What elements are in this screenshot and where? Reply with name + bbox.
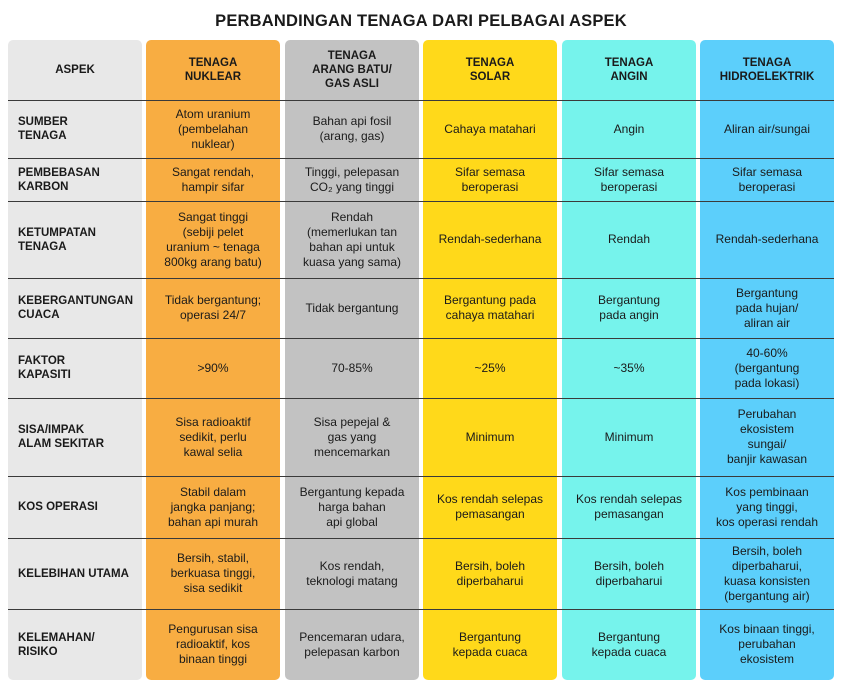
cell-nuklear: >90% [197, 360, 229, 375]
cell-hidroelektrik: Kos pembinaan yang tinggi, kos operasi rendah [715, 484, 819, 529]
header-solar: TENAGA SOLAR [465, 57, 515, 83]
header-nuklear: TENAGA NUKLEAR [184, 57, 242, 83]
row-label: FAKTOR KAPASITI [18, 355, 71, 381]
cell-nuklear: Atom uranium (pembelahan nuklear) [175, 106, 251, 151]
cell-arang-batu: Bahan api fosil (arang, gas) [312, 114, 392, 143]
cell-nuklear: Pengurusan sisa radioaktif, kos binaan tinggi [168, 622, 258, 666]
cell-arang-batu: Sisa pepejal & gas yang mencemarkan [313, 414, 391, 459]
row-divider [8, 398, 834, 399]
cell-angin: ~35% [613, 360, 645, 375]
cell-solar: Kos rendah selepas pemasangan [436, 492, 544, 521]
row-label: KETUMPATAN TENAGA [18, 226, 96, 253]
cell-solar: Sifar semasa beroperasi [454, 164, 526, 194]
row-label: PEMBEBASAN KARBON [18, 166, 100, 193]
row-divider [8, 338, 834, 339]
cell-hidroelektrik: Bergantung pada hujan/ aliran air [735, 285, 799, 330]
cell-solar: Bergantung pada cahaya matahari [443, 293, 537, 322]
cell-nuklear: Sangat tinggi (sebiji pelet uranium ~ tenaga 800kg arang batu) [164, 209, 262, 269]
cell-angin: Sifar semasa beroperasi [593, 164, 665, 194]
row-divider [8, 609, 834, 610]
cell-solar: ~25% [474, 360, 506, 375]
cell-arang-batu: Rendah (memerlukan tan bahan api untuk kuasa yang sama) [302, 209, 402, 269]
cell-angin: Bersih, boleh diperbaharui [593, 558, 665, 588]
cell-hidroelektrik: Rendah-sederhana [715, 232, 819, 246]
row-divider [8, 158, 834, 159]
page-title: PERBANDINGAN TENAGA DARI PELBAGAI ASPEK [215, 12, 627, 30]
cell-arang-batu: 70-85% [331, 360, 373, 375]
row-label: SUMBER TENAGA [18, 116, 68, 142]
cell-hidroelektrik: Bersih, boleh diperbaharui, kuasa konsisten (bergantung air) [723, 543, 811, 603]
row-label: KOS OPERASI [18, 501, 98, 513]
cell-nuklear: Bersih, stabil, berkuasa tinggi, sisa sedikit [170, 551, 256, 595]
cell-angin: Bergantung kepada cuaca [591, 629, 667, 659]
cell-arang-batu: Kos rendah, teknologi matang [306, 558, 398, 588]
cell-hidroelektrik: Kos binaan tinggi, perubahan ekosistem [719, 622, 815, 666]
cell-arang-batu: Pencemaran udara, pelepasan karbon [299, 629, 405, 659]
cell-nuklear: Tidak bergantung; operasi 24/7 [164, 293, 262, 322]
cell-solar: Minimum [465, 429, 515, 444]
cell-angin: Minimum [604, 429, 654, 444]
cell-solar: Rendah-sederhana [438, 232, 542, 246]
header-arang-batu: TENAGA ARANG BATU/ GAS ASLI [312, 50, 392, 90]
row-label: KELEBIHAN UTAMA [18, 567, 129, 580]
cell-angin: Rendah [607, 232, 651, 246]
cell-hidroelektrik: 40-60% (bergantung pada lokasi) [734, 345, 800, 390]
cell-hidroelektrik: Aliran air/sungai [723, 121, 811, 136]
cell-solar: Bergantung kepada cuaca [452, 629, 528, 659]
header-angin: TENAGA ANGIN [604, 57, 654, 83]
header-hidroelektrik: TENAGA HIDROELEKTRIK [719, 57, 815, 83]
row-label: KELEMAHAN/ RISIKO [18, 631, 95, 658]
cell-hidroelektrik: Perubahan ekosistem sungai/ banjir kawasan [726, 407, 808, 466]
cell-nuklear: Sangat rendah, hampir sifar [171, 164, 255, 194]
row-divider [8, 476, 834, 477]
row-divider [8, 100, 834, 101]
cell-angin: Kos rendah selepas pemasangan [575, 492, 683, 521]
cell-hidroelektrik: Sifar semasa beroperasi [731, 164, 803, 194]
header-aspek: ASPEK [55, 64, 95, 76]
cell-solar: Cahaya matahari [444, 121, 536, 136]
row-divider [8, 538, 834, 539]
cell-arang-batu: Tinggi, pelepasan CO₂ yang tinggi [304, 164, 400, 194]
row-divider [8, 278, 834, 279]
cell-angin: Angin [613, 121, 645, 136]
cell-angin: Bergantung pada angin [597, 293, 661, 322]
row-label: KEBERGANTUNGAN CUACA [18, 295, 133, 321]
cell-solar: Bersih, boleh diperbaharui [454, 558, 526, 588]
cell-nuklear: Sisa radioaktif sedikit, perlu kawal selia [175, 414, 251, 459]
cell-nuklear: Stabil dalam jangka panjang; bahan api murah [167, 484, 259, 529]
row-label: SISA/IMPAK ALAM SEKITAR [18, 424, 105, 450]
cell-arang-batu: Tidak bergantung [305, 300, 399, 315]
row-divider [8, 201, 834, 202]
cell-arang-batu: Bergantung kepada harga bahan api global [299, 484, 405, 529]
